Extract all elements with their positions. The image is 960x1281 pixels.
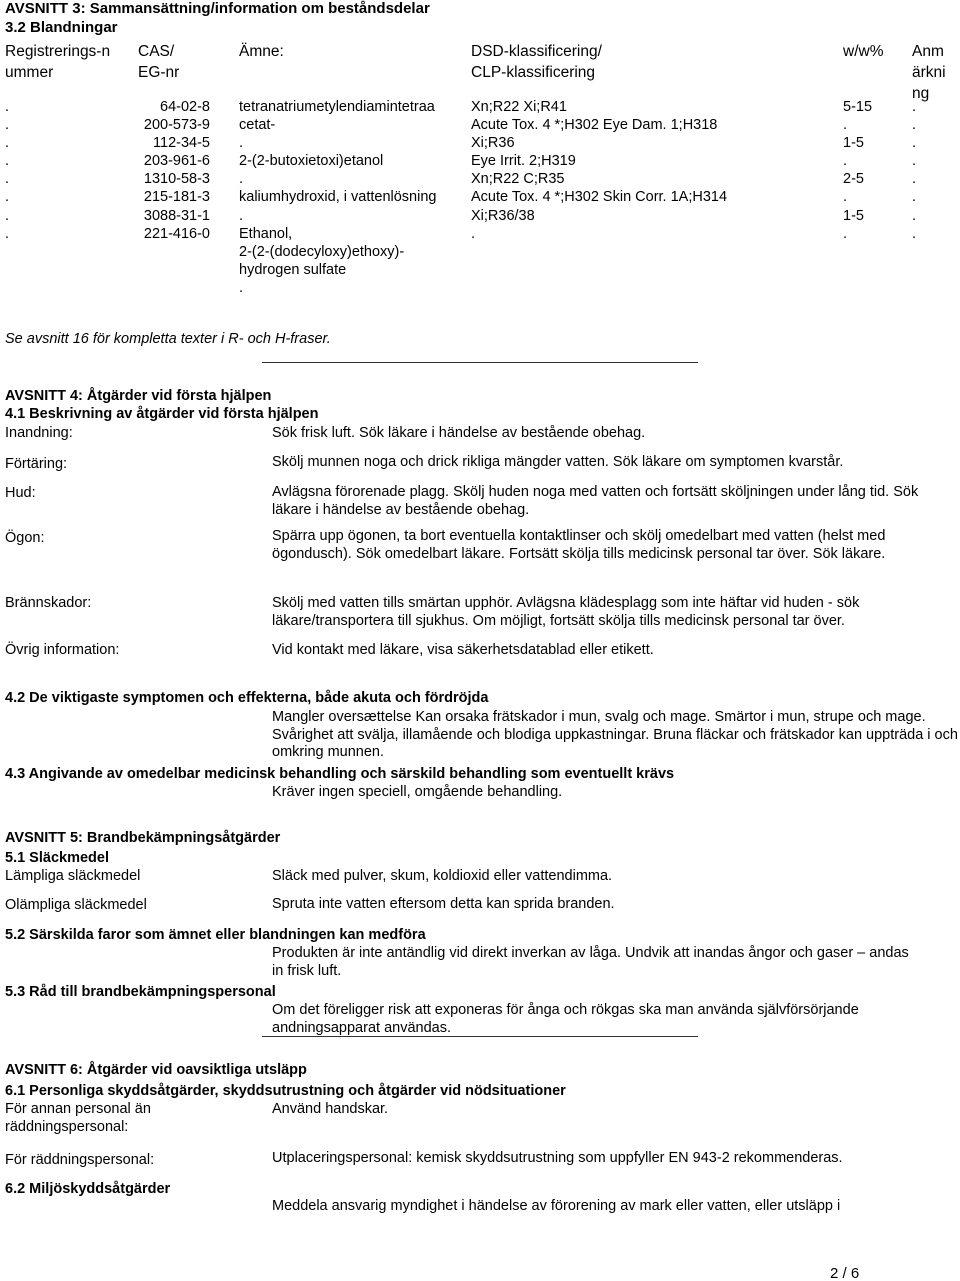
label-suitable-extinguishing: Lämpliga släckmedel	[5, 868, 141, 884]
table-cell: 200-573-9	[143, 117, 210, 134]
section4-symptoms-text: Mangler oversættelse Kan orsaka frätskador i mun, svalg och mage. Smärtor i mun, strupe och mage. Svårighet att svälja, illamående och blodiga uppkastningar. Bruna fläckar och frätskador kan uppträda i och omkring munnen.	[272, 709, 958, 760]
header-registration	[5, 41, 135, 83]
text-ingestion: Skölj munnen noga och drick rikliga mängder vatten. Sök läkare om symptomen kvarstår.	[272, 454, 844, 470]
column-cas	[120, 98, 210, 243]
header-anm-line3: ng	[912, 85, 930, 102]
text-unsuitable-extinguishing: Spruta inte vatten eftersom detta kan sprida branden.	[272, 896, 615, 912]
table-cell: .	[471, 225, 476, 242]
table-cell: .	[5, 171, 10, 188]
table-cell: Xn;R22 C;R35	[471, 171, 565, 188]
section5-hazards-text: Produkten är inte antändlig vid direkt inverkan av låga. Undvik att inandas ångor och gaser – andas in frisk luft.	[272, 945, 909, 979]
label-non-emergency-personnel: För annan personal än räddningspersonal:	[5, 1101, 151, 1135]
section6-environment-text: Meddela ansvarig myndighet i händelse av förorening av mark eller vatten, eller utsläpp i	[272, 1198, 841, 1214]
header-cas-line1: CAS/	[138, 43, 175, 60]
column-weight	[843, 98, 872, 243]
table-cell: .	[843, 117, 848, 134]
table-cell: .	[912, 153, 917, 170]
section4-subtitle-1: 4.1 Beskrivning av åtgärder vid första hjälpen	[5, 406, 319, 422]
table-cell: Ethanol,	[239, 225, 293, 242]
table-cell: .	[912, 207, 917, 224]
table-cell: .	[239, 207, 244, 224]
table-cell: .	[5, 99, 10, 115]
section4-treatment-text: Kräver ingen speciell, omgående behandling.	[272, 784, 563, 800]
table-cell: .	[912, 189, 917, 206]
section5-title: AVSNITT 5: Brandbekämpningsåtgärder	[5, 830, 281, 846]
section5-subtitle-1: 5.1 Släckmedel	[5, 850, 109, 866]
label-unsuitable-extinguishing: Olämpliga släckmedel	[5, 897, 147, 913]
header-weight: w/w%	[843, 43, 884, 60]
table-cell: .	[912, 99, 917, 115]
table-cell: 2-5	[843, 171, 864, 188]
header-substance: Ämne:	[239, 43, 284, 60]
table-cell: .	[843, 189, 848, 206]
table-cell: .	[239, 171, 244, 188]
label-other-info: Övrig information:	[5, 642, 120, 658]
header-cas-line2: EG-nr	[138, 64, 180, 81]
label-inhalation: Inandning:	[5, 425, 73, 441]
divider	[262, 362, 698, 363]
column-classification	[471, 98, 727, 243]
table-cell: 64-02-8	[160, 99, 210, 115]
header-anm-line1: Anm	[912, 43, 944, 60]
table-cell: .	[912, 225, 917, 242]
section5-subtitle-3: 5.3 Råd till brandbekämpningspersonal	[5, 984, 276, 1000]
table-cell: .	[5, 207, 10, 224]
table-cell: Xn;R22 Xi;R41	[471, 99, 567, 115]
table-cell: .	[5, 117, 10, 134]
section6-subtitle-2: 6.2 Miljöskyddsåtgärder	[5, 1181, 171, 1197]
table-cell: 112-34-5	[153, 135, 210, 152]
divider	[262, 1036, 698, 1037]
table-cell: .	[912, 171, 917, 188]
text-other-info: Vid kontakt med läkare, visa säkerhetsdatablad eller etikett.	[272, 642, 654, 658]
section6-subtitle-1: 6.1 Personliga skyddsåtgärder, skyddsutrustning och åtgärder vid nödsituationer	[5, 1083, 566, 1099]
table-cell: .	[5, 225, 10, 242]
label-emergency-personnel: För räddningspersonal:	[5, 1152, 155, 1168]
text-emergency-personnel: Utplaceringspersonal: kemisk skyddsutrustning som uppfyller EN 943-2 rekommenderas.	[272, 1150, 843, 1166]
table-cell: Xi;R36	[471, 135, 515, 152]
section6-title: AVSNITT 6: Åtgärder vid oavsiktliga utsläpp	[5, 1062, 307, 1078]
section4-subtitle-2: 4.2 De viktigaste symptomen och effekterna, både akuta och fördröjda	[5, 690, 489, 706]
label-eyes: Ögon:	[5, 530, 45, 546]
table-cell: 1310-58-3	[143, 171, 210, 188]
text-non-emergency-personnel: Använd handskar.	[272, 1101, 389, 1117]
table-cell: tetranatriumetylendiamintetraa	[239, 99, 435, 115]
table-cell: .	[912, 135, 917, 152]
header-dsd-line1: DSD-klassificering/	[471, 43, 602, 60]
table-cell: .	[5, 153, 10, 170]
table-cell: Xi;R36/38	[471, 207, 535, 224]
header-classification	[471, 41, 602, 83]
table-cell: 203-961-6	[143, 153, 210, 170]
table-cell: .	[239, 279, 244, 296]
text-eyes: Spärra upp ögonen, ta bort eventuella kontaktlinser och skölj omedelbart med vatten (helst med ögondusch). Sök omedelbart läkare. Fortsätt skölja tills medicinsk personal tar över. Sök läkare.	[272, 528, 886, 562]
table-cell: hydrogen sulfate	[239, 261, 347, 278]
table-cell: 1-5	[843, 207, 864, 224]
table-cell: 215-181-3	[143, 189, 210, 206]
header-anm-line2: ärkni	[912, 64, 946, 81]
table-cell: .	[912, 117, 917, 134]
label-ingestion: Förtäring:	[5, 456, 68, 472]
header-cas	[138, 41, 218, 83]
table-cell: 2-(2-(dodecyloxy)ethoxy)-	[239, 243, 405, 260]
table-cell: 1-5	[843, 135, 864, 152]
section5-subtitle-2: 5.2 Särskilda faror som ämnet eller blandningen kan medföra	[5, 927, 426, 943]
section5-firefighter-text: Om det föreligger risk att exponeras för ånga och rökgas ska man använda självförsörjande andningsapparat användas.	[272, 1002, 859, 1036]
section4-subtitle-3: 4.3 Angivande av omedelbar medicinsk behandling och särskild behandling som eventuellt krävs	[5, 766, 675, 782]
table-cell: .	[5, 135, 10, 152]
column-substance	[239, 98, 436, 297]
section4-title: AVSNITT 4: Åtgärder vid första hjälpen	[5, 388, 272, 404]
column-registration	[5, 98, 9, 243]
table-cell: .	[843, 225, 848, 242]
section3-subtitle: 3.2 Blandningar	[5, 19, 118, 36]
table-cell: kaliumhydroxid, i vattenlösning	[239, 189, 437, 206]
column-remark	[912, 98, 916, 243]
page-number: 2 / 6	[830, 1265, 860, 1281]
header-dsd-line2: CLP-klassificering	[471, 64, 596, 81]
text-suitable-extinguishing: Släck med pulver, skum, koldioxid eller vattendimma.	[272, 868, 613, 884]
header-remark	[912, 41, 946, 104]
header-reg-line1: Registrerings-n	[5, 43, 111, 60]
text-inhalation: Sök frisk luft. Sök läkare i händelse av bestående obehag.	[272, 425, 646, 441]
table-cell: 2-(2-butoxietoxi)etanol	[239, 153, 384, 170]
text-burns: Skölj med vatten tills smärtan upphör. Avlägsna klädesplagg som inte häftar vid huden - sök läkare/transportera till sjukhus. Om möjligt, fortsätt skölja tills medicinsk personal tar över.	[272, 595, 860, 629]
table-cell: .	[5, 189, 10, 206]
table-cell: Acute Tox. 4 *;H302 Skin Corr. 1A;H314	[471, 189, 728, 206]
section3-note: Se avsnitt 16 för kompletta texter i R- och H-fraser.	[5, 331, 331, 347]
table-cell: 221-416-0	[143, 225, 210, 242]
table-cell: cetat-	[239, 117, 276, 134]
table-cell: .	[843, 153, 848, 170]
table-cell: Eye Irrit. 2;H319	[471, 153, 576, 170]
table-cell: Acute Tox. 4 *;H302 Eye Dam. 1;H318	[471, 117, 718, 134]
table-cell: .	[239, 135, 244, 152]
label-burns: Brännskador:	[5, 595, 92, 611]
label-skin: Hud:	[5, 485, 36, 501]
table-cell: 3088-31-1	[143, 207, 210, 224]
header-reg-line2: ummer	[5, 64, 54, 81]
table-cell: 5-15	[843, 99, 873, 115]
section3-title: AVSNITT 3: Sammansättning/information om beståndsdelar	[5, 0, 430, 17]
text-skin: Avlägsna förorenade plagg. Skölj huden noga med vatten och fortsätt sköljningen under lång tid. Sök läkare i händelse av bestående obehag.	[272, 484, 919, 518]
